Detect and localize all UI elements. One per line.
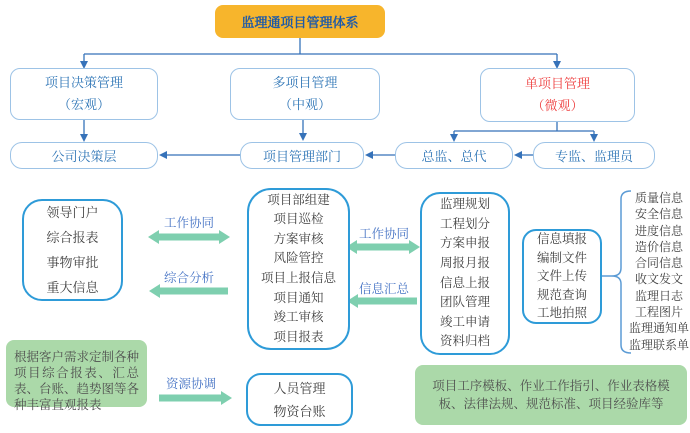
- analysis-label: 综合分析: [163, 271, 214, 285]
- box-label-line1: 多项目管理: [272, 75, 338, 90]
- list-item: 人员管理: [273, 380, 326, 396]
- chief-supervisor-box: [395, 142, 513, 169]
- list-item: 周报月报: [439, 255, 490, 270]
- supervision-work-panel: [420, 192, 510, 355]
- decision-management-box: [10, 68, 158, 120]
- summary-label: 信息汇总: [358, 282, 409, 296]
- resource-label: 资源协调: [165, 377, 216, 391]
- box-label: 专监、监理员: [554, 149, 633, 164]
- list-item: 质量信息: [634, 191, 683, 205]
- info-entry-panel: [522, 229, 602, 324]
- list-item: 编制文件: [536, 250, 587, 265]
- box-label-line1: 单项目管理: [524, 76, 590, 91]
- list-item: 重大信息: [46, 280, 99, 295]
- company-decision-box: [10, 142, 158, 169]
- list-item: 方案审核: [273, 231, 324, 246]
- root-label: 监理通项目管理体系: [241, 15, 359, 30]
- box-label-line2: （中观）: [278, 97, 331, 112]
- list-item: 进度信息: [634, 223, 683, 238]
- list-item: 风险管控: [273, 251, 324, 266]
- root-box: [215, 5, 385, 38]
- list-item: 事物审批: [46, 255, 99, 270]
- category-bracket: [602, 191, 631, 353]
- list-item: 团队管理: [439, 295, 490, 310]
- multi-project-box: [230, 68, 380, 120]
- box-label: 公司决策层: [51, 149, 117, 164]
- list-item: 项目巡检: [273, 212, 324, 227]
- list-item: 竣工申请: [439, 314, 490, 329]
- info-category-list: [628, 190, 690, 353]
- list-item: 领导门户: [46, 205, 99, 220]
- list-item: 安全信息: [634, 207, 683, 222]
- list-item: 资料归档: [439, 334, 490, 349]
- list-item: 项目通知: [273, 290, 324, 305]
- list-item: 物资台账: [273, 403, 326, 419]
- list-item: 造价信息: [634, 239, 683, 254]
- list-item: 信息上报: [439, 275, 490, 290]
- site-supervisor-box: [533, 142, 655, 169]
- list-item: 文件上传: [536, 269, 587, 284]
- collab-right-label: 工作协同: [358, 227, 409, 241]
- list-item: 监理日志: [634, 288, 683, 303]
- list-item: 方案申报: [439, 236, 490, 251]
- list-item: 竣工审核: [273, 310, 324, 325]
- project-dept-box: [240, 142, 364, 169]
- box-label-line2: （宏观）: [57, 97, 110, 112]
- personnel-material-box: [246, 373, 353, 426]
- list-item: 工程划分: [439, 216, 490, 231]
- single-project-box: [480, 68, 635, 122]
- list-item: 项目部组建: [267, 192, 330, 207]
- list-item: 收文发文: [634, 272, 683, 287]
- list-item: 监理通知单: [628, 321, 689, 336]
- list-item: 工程图片: [634, 305, 683, 320]
- box-label: 项目管理部门: [262, 149, 341, 164]
- box-label-line2: （微观）: [531, 98, 584, 113]
- project-dept-panel: [247, 188, 350, 350]
- box-label-line1: 项目决策管理: [44, 75, 123, 90]
- collab-left-label: 工作协同: [163, 216, 214, 230]
- list-item: 合同信息: [634, 256, 683, 271]
- list-item: 工地拍照: [536, 306, 587, 321]
- custom-reports-note: 根据客户需求定制各种项目综合报表、汇总表、台账、趋势图等各种丰富直观报表: [6, 340, 147, 407]
- templates-note: 项目工序模板、作业工作指引、作业表格模板、法律法规、规范标准、项目经验库等: [415, 365, 687, 425]
- list-item: 项目报表: [273, 329, 324, 344]
- list-item: 综合报表: [46, 230, 99, 245]
- box-label: 总监、总代: [421, 149, 487, 164]
- leader-portal-panel: [22, 199, 123, 301]
- list-item: 监理联系单: [628, 337, 689, 352]
- list-item: 规范查询: [536, 287, 587, 302]
- list-item: 信息填报: [536, 232, 587, 247]
- list-item: 项目上报信息: [260, 271, 336, 285]
- list-item: 监理规划: [439, 197, 490, 212]
